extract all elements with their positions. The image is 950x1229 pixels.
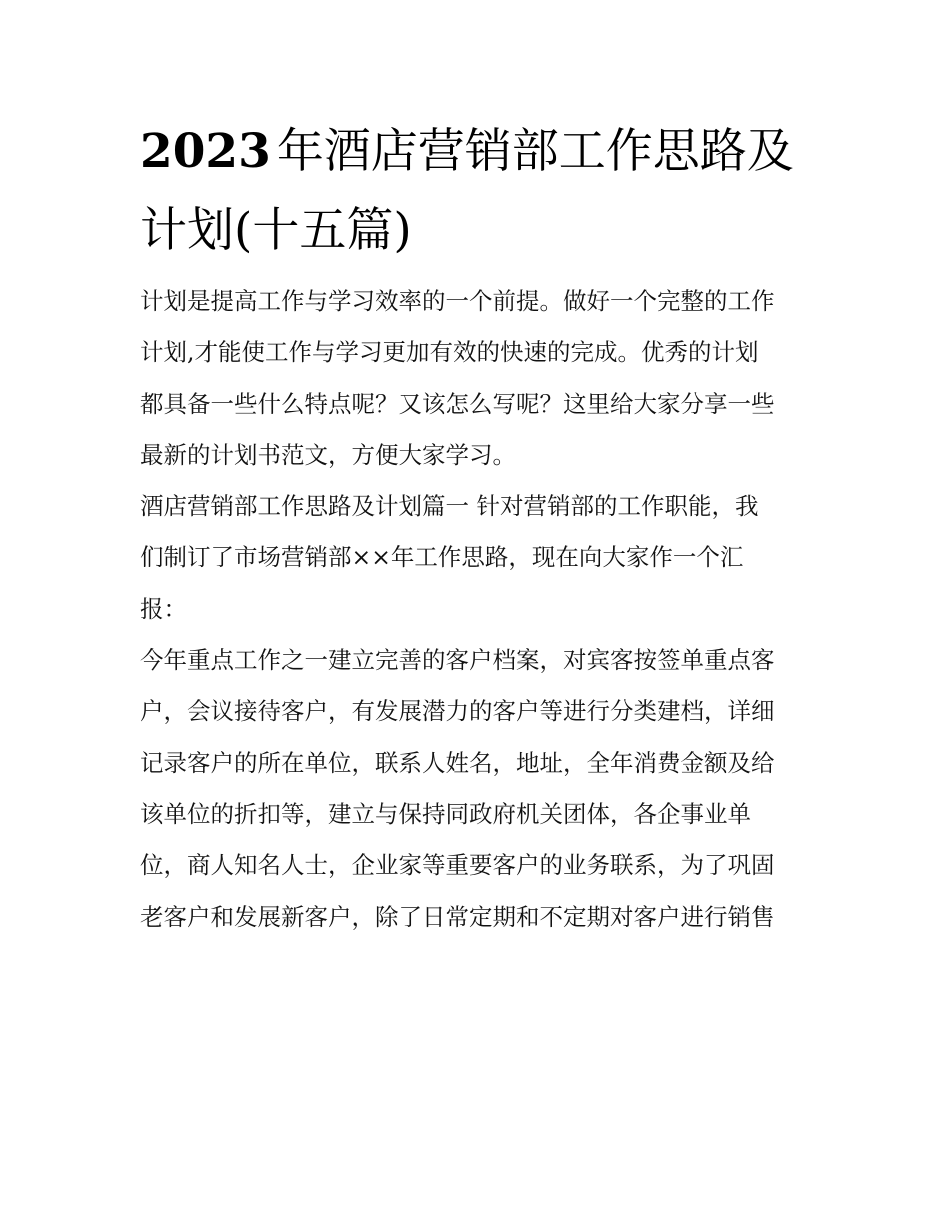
title-year: 2023 (140, 124, 271, 179)
body-line: 报： (140, 594, 187, 623)
body-line: 们制订了市场营销部××年工作思路，现在向大家作一个汇 (140, 543, 744, 572)
document-body (140, 276, 830, 943)
body-line: 酒店营销部工作思路及计划篇一 针对营销部的工作职能，我 (140, 492, 759, 521)
body-line: 计划是提高工作与学习效率的一个前提。做好一个完整的工作 (140, 287, 775, 315)
body-line: 位，商人知名人士，企业家等重要客户的业务联系，为了巩固 (140, 851, 775, 880)
body-line: 计划,才能使工作与学习更加有效的快速的完成。优秀的计划 (140, 338, 759, 367)
body-line: 记录客户的所在单位，联系人姓名，地址，全年消费金额及给 (140, 748, 775, 777)
body-line: 都具备一些什么特点呢？又该怎么写呢？这里给大家分享一些 (140, 389, 775, 418)
body-line: 该单位的折扣等，建立与保持同政府机关团体，各企事业单 (140, 799, 751, 828)
body-line: 户，会议接待客户，有发展潜力的客户等进行分类建档，详细 (140, 697, 775, 726)
body-line: 老客户和发展新客户，除了日常定期和不定期对客户进行销售 (140, 902, 775, 931)
body-line: 今年重点工作之一建立完善的客户档案，对宾客按签单重点客 (140, 646, 775, 675)
body-line: 最新的计划书范文，方便大家学习。 (140, 440, 516, 469)
document-title (140, 112, 830, 270)
title-line-2: 计划(十五篇) (140, 203, 412, 258)
title-line-1: 年酒店营销部工作思路及 (276, 124, 794, 179)
